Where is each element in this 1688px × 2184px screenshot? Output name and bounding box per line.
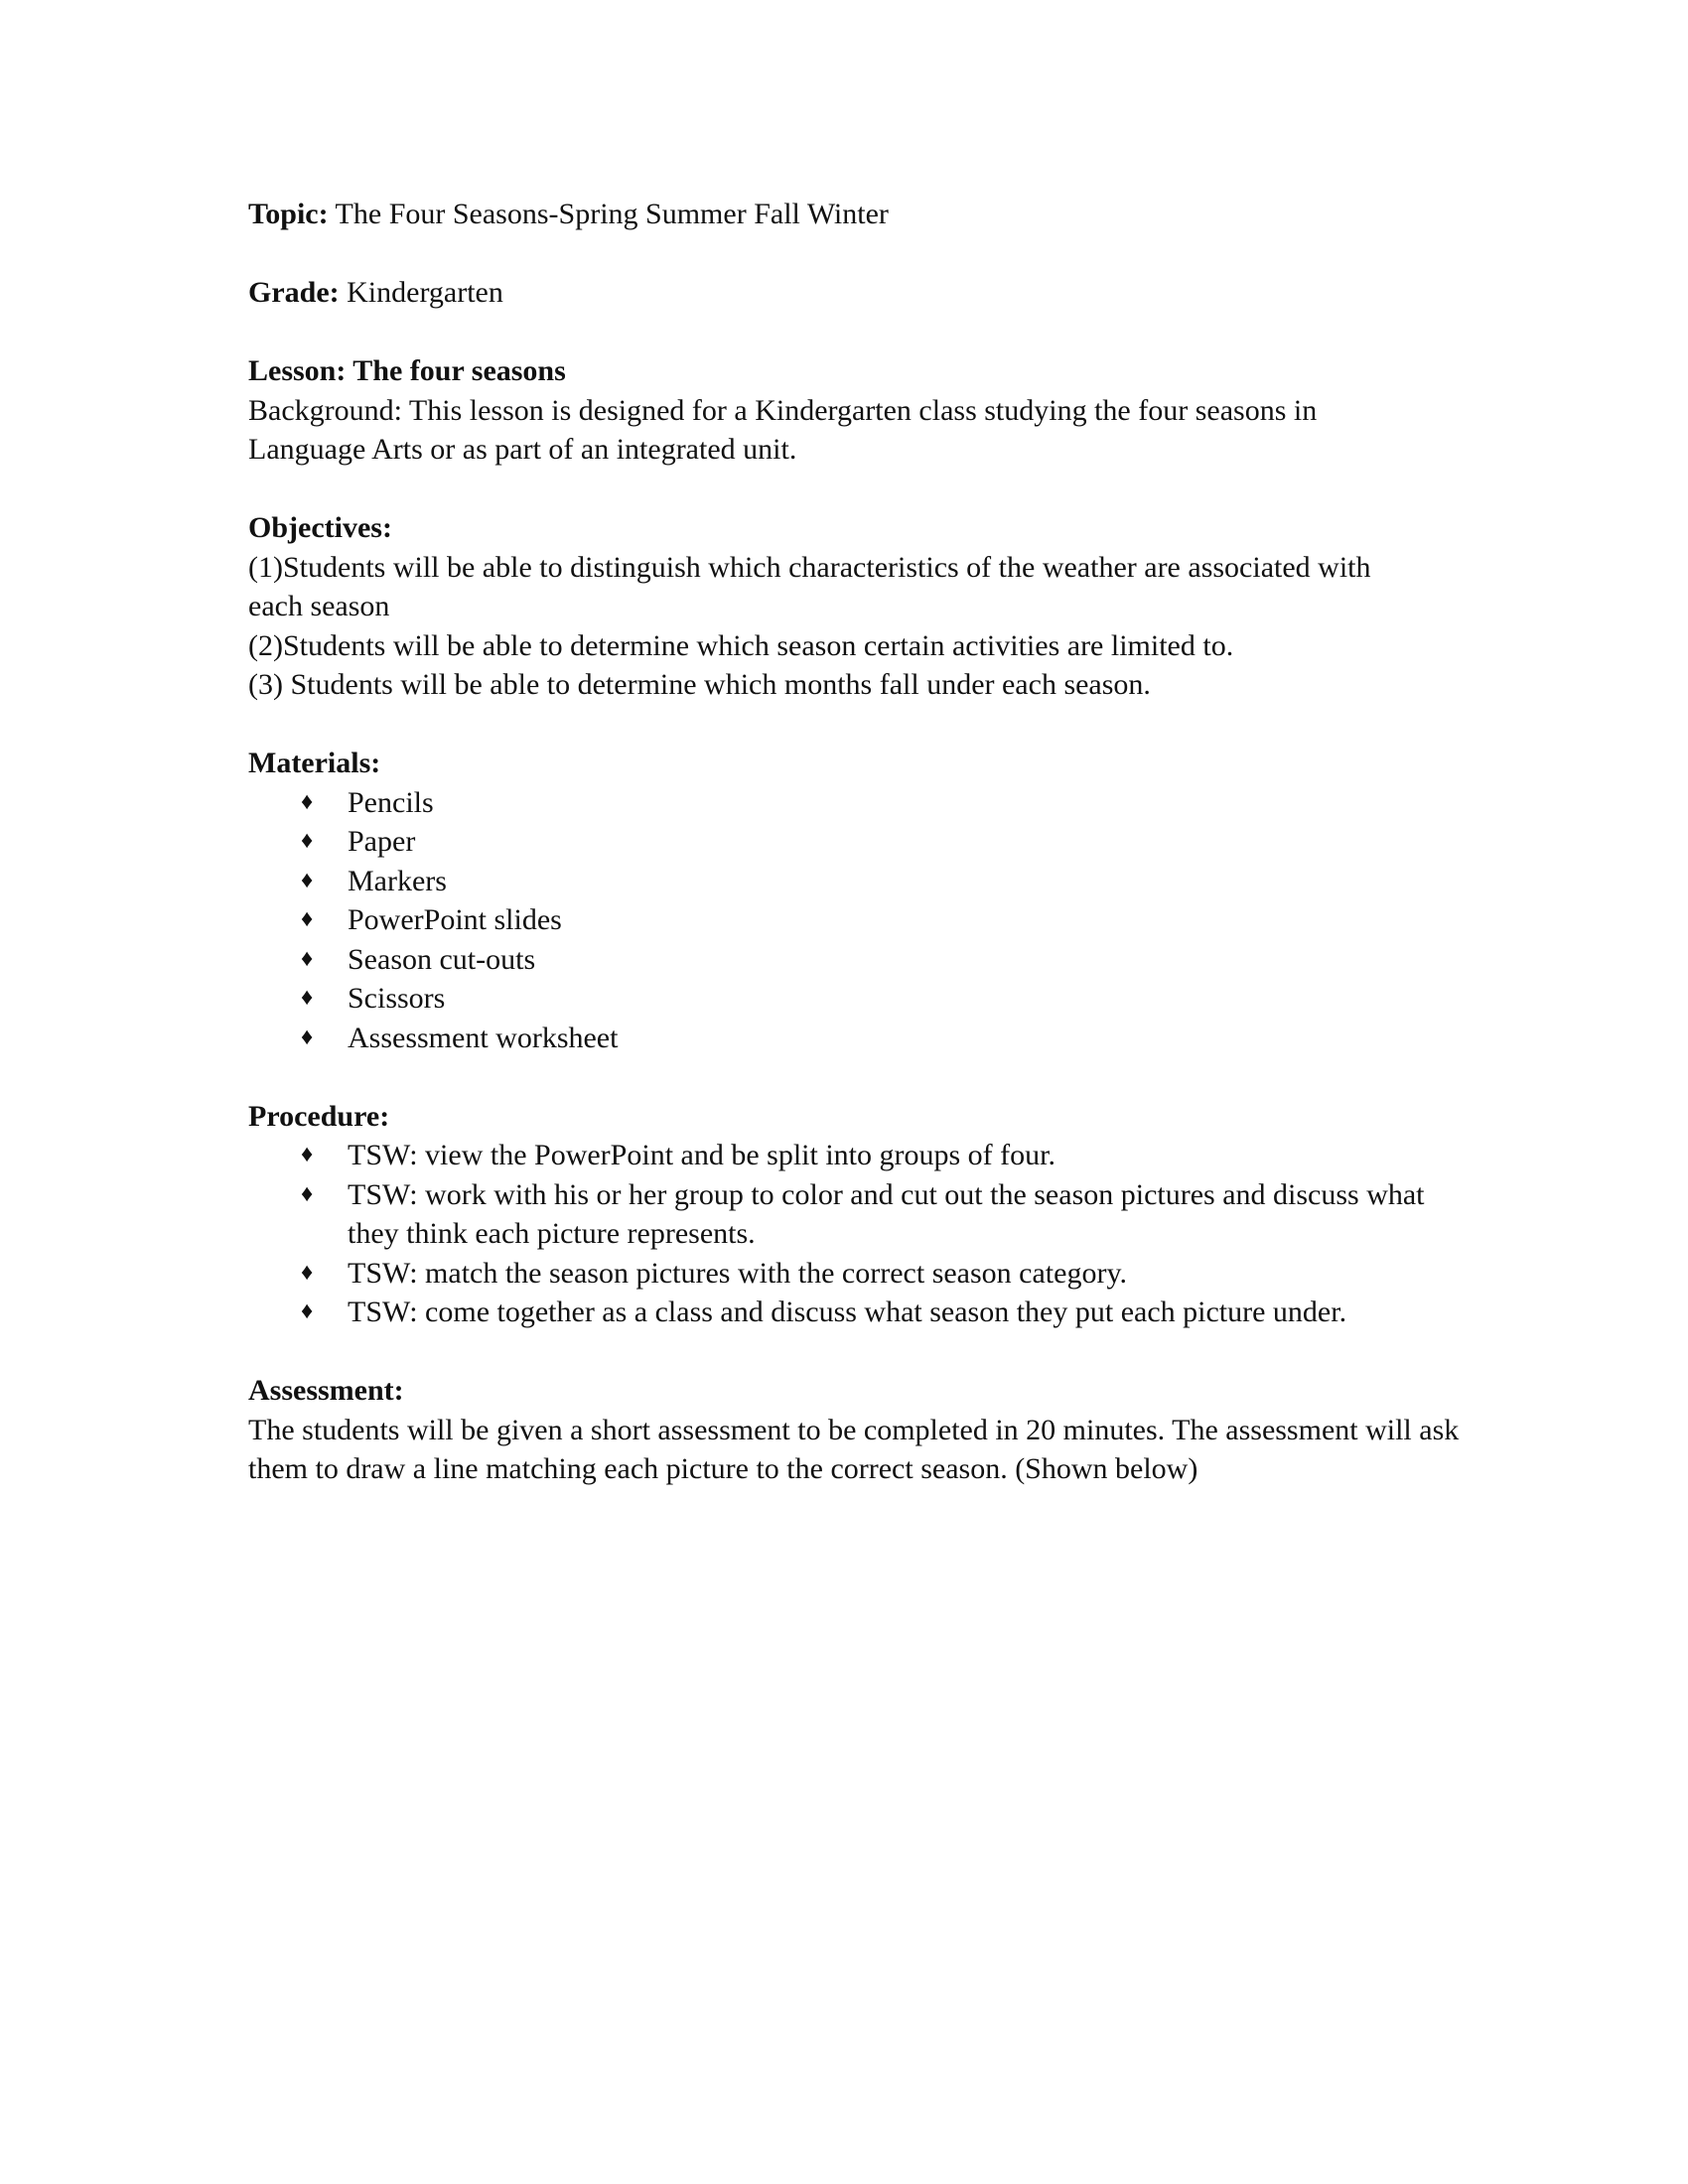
assessment-heading: Assessment: [248,1374,404,1407]
materials-heading: Materials: [248,747,381,779]
list-item: ♦ Scissors [248,979,1460,1019]
lesson-heading: Lesson: The four seasons [248,354,566,387]
procedure-section [248,1097,1460,1332]
assessment-text: The students will be given a short assessment to be completed in 20 minutes. The assessment will ask them to draw a line matching each picture to the correct season. (Shown below) [248,1413,1460,1485]
diamond-bullet-icon: ♦ [301,1024,314,1050]
grade-label: Grade: [248,276,340,309]
grade-value: Kindergarten [339,276,503,309]
list-item: ♦ Assessment worksheet [248,1019,1460,1058]
lesson-section [248,351,1460,470]
diamond-bullet-icon: ♦ [301,906,314,932]
list-item: ♦ Markers [248,862,1460,901]
diamond-bullet-icon: ♦ [301,1298,314,1324]
diamond-bullet-icon: ♦ [301,1142,314,1167]
list-item: ♦ Pencils [248,783,1460,823]
diamond-bullet-icon: ♦ [301,828,314,854]
procedure-list [248,1136,1440,1332]
list-item: ♦ TSW: come together as a class and discuss what season they put each picture under. [248,1293,1440,1332]
procedure-heading: Procedure: [248,1099,390,1133]
list-item: ♦ Paper [248,822,1460,862]
objective-item: (2)Students will be able to determine which season certain activities are limited to. [248,628,1234,662]
objective-item: (3) Students will be able to determine which months fall under each season. [248,668,1151,701]
lesson-plan-page [248,195,1460,1528]
list-item: ♦ PowerPoint slides [248,900,1460,940]
topic-line [248,195,1460,234]
diamond-bullet-icon: ♦ [301,867,314,893]
list-item: ♦ TSW: work with his or her group to color and cut out the season pictures and discuss what they think each picture represents. [248,1175,1440,1254]
list-item: ♦ Season cut-outs [248,940,1460,980]
assessment-section [248,1371,1460,1489]
diamond-bullet-icon: ♦ [301,788,314,815]
list-item: ♦ TSW: match the season pictures with the correct season category. [248,1254,1440,1294]
grade-line [248,273,1460,313]
diamond-bullet-icon: ♦ [301,1180,314,1207]
materials-section [248,744,1460,1057]
lesson-background: Background: This lesson is designed for a Kindergarten class studying the four seasons in Language Arts or as part of an integrated unit. [248,393,1318,466]
objective-item: (1)Students will be able to distinguish which characteristics of the weather are associated with each season [248,550,1371,622]
topic-label: Topic: [248,198,329,230]
diamond-bullet-icon: ♦ [301,1259,314,1286]
materials-list [248,783,1460,1058]
diamond-bullet-icon: ♦ [301,945,314,972]
topic-value: The Four Seasons-Spring Summer Fall Winter [328,198,889,230]
objectives-heading: Objectives: [248,511,392,544]
list-item: ♦ TSW: view the PowerPoint and be split into groups of four. [248,1136,1440,1175]
objectives-section [248,508,1460,705]
diamond-bullet-icon: ♦ [301,985,314,1011]
